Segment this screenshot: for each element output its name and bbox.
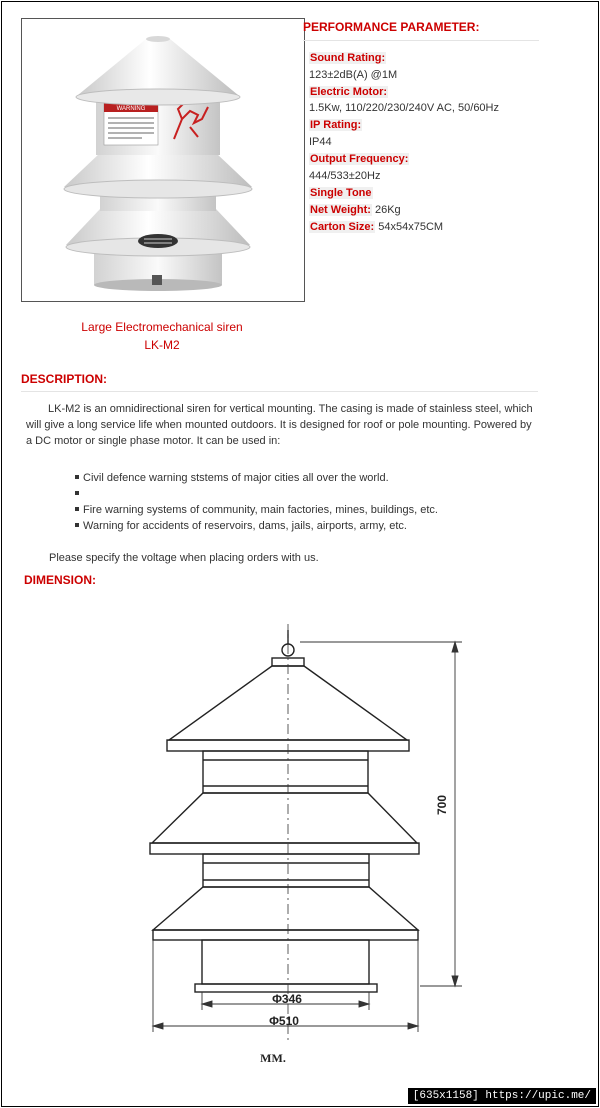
bullet-icon (75, 523, 79, 527)
unit-label: MM. (260, 1051, 286, 1065)
param-row (309, 136, 332, 148)
dimension-drawing (0, 600, 600, 1080)
bullet-icon (75, 475, 79, 479)
param-label: Net Weight: (310, 204, 371, 216)
param-label: Single Tone (310, 187, 372, 199)
performance-divider (303, 40, 539, 41)
performance-title: PERFORMANCE PARAMETER: (303, 20, 480, 34)
list-item-text: Civil defence warning ststems of major cities all over the world. (83, 472, 389, 484)
param-row (309, 187, 373, 199)
param-value: 444/533±20Hz (309, 170, 381, 182)
list-item (75, 470, 438, 486)
watermark: [635x1158] https://upic.me/ (408, 1088, 596, 1104)
list-item-text: Fire warning systems of community, main factories, mines, buildings, etc. (83, 504, 438, 516)
param-label: Electric Motor: (310, 86, 388, 98)
warning-plate-text: WARNING (116, 106, 146, 112)
height-dimension-label: 700 (435, 794, 449, 816)
list-item (75, 502, 438, 518)
param-row (309, 69, 397, 81)
param-label: Output Frequency: (310, 153, 409, 165)
param-label: Sound Rating: (310, 52, 386, 64)
description-divider (21, 391, 538, 392)
param-row (309, 204, 401, 216)
product-caption-model: LK-M2 (144, 338, 180, 352)
param-value: IP44 (309, 136, 332, 148)
param-row (309, 86, 388, 98)
product-caption-name: Large Electromechanical siren (81, 320, 243, 334)
inner-diameter-label: Φ346 (272, 992, 302, 1006)
dimension-title: DIMENSION: (24, 573, 96, 587)
usage-list (75, 470, 438, 534)
bullet-icon (75, 491, 79, 495)
grille-icon (138, 234, 178, 248)
description-text: LK-M2 is an omnidirectional siren for vertical mounting. The casing is made of stainless steel, which will give a long service life when mounted outdoors. It is designed for roof or pole mounting. Powered by a DC motor or single phase motor. It can be used in: (26, 403, 533, 447)
param-row (309, 102, 499, 114)
param-row (309, 170, 380, 182)
param-value: 54x54x75CM (375, 221, 444, 233)
list-item (75, 486, 438, 502)
description-title: DESCRIPTION: (21, 372, 108, 386)
param-label: IP Rating: (310, 119, 362, 131)
bullet-icon (75, 507, 79, 511)
param-value: 123±2dB(A) @1M (309, 69, 398, 81)
list-item-text: Warning for accidents of reservoirs, dams, jails, airports, army, etc. (83, 520, 407, 532)
param-row (309, 153, 409, 165)
siren-photo-illustration (22, 19, 304, 301)
param-row (309, 52, 386, 64)
param-value: 26Kg (371, 204, 401, 216)
list-item (75, 518, 438, 534)
param-value: 1.5Kw, 110/220/230/240V AC, 50/60Hz (309, 102, 499, 114)
voltage-note: Please specify the voltage when placing orders with us. (49, 552, 319, 564)
param-row (309, 119, 362, 131)
param-row (309, 221, 443, 233)
param-label: Carton Size: (310, 221, 375, 233)
product-photo (21, 18, 305, 302)
outer-diameter-label: Φ510 (269, 1014, 299, 1028)
